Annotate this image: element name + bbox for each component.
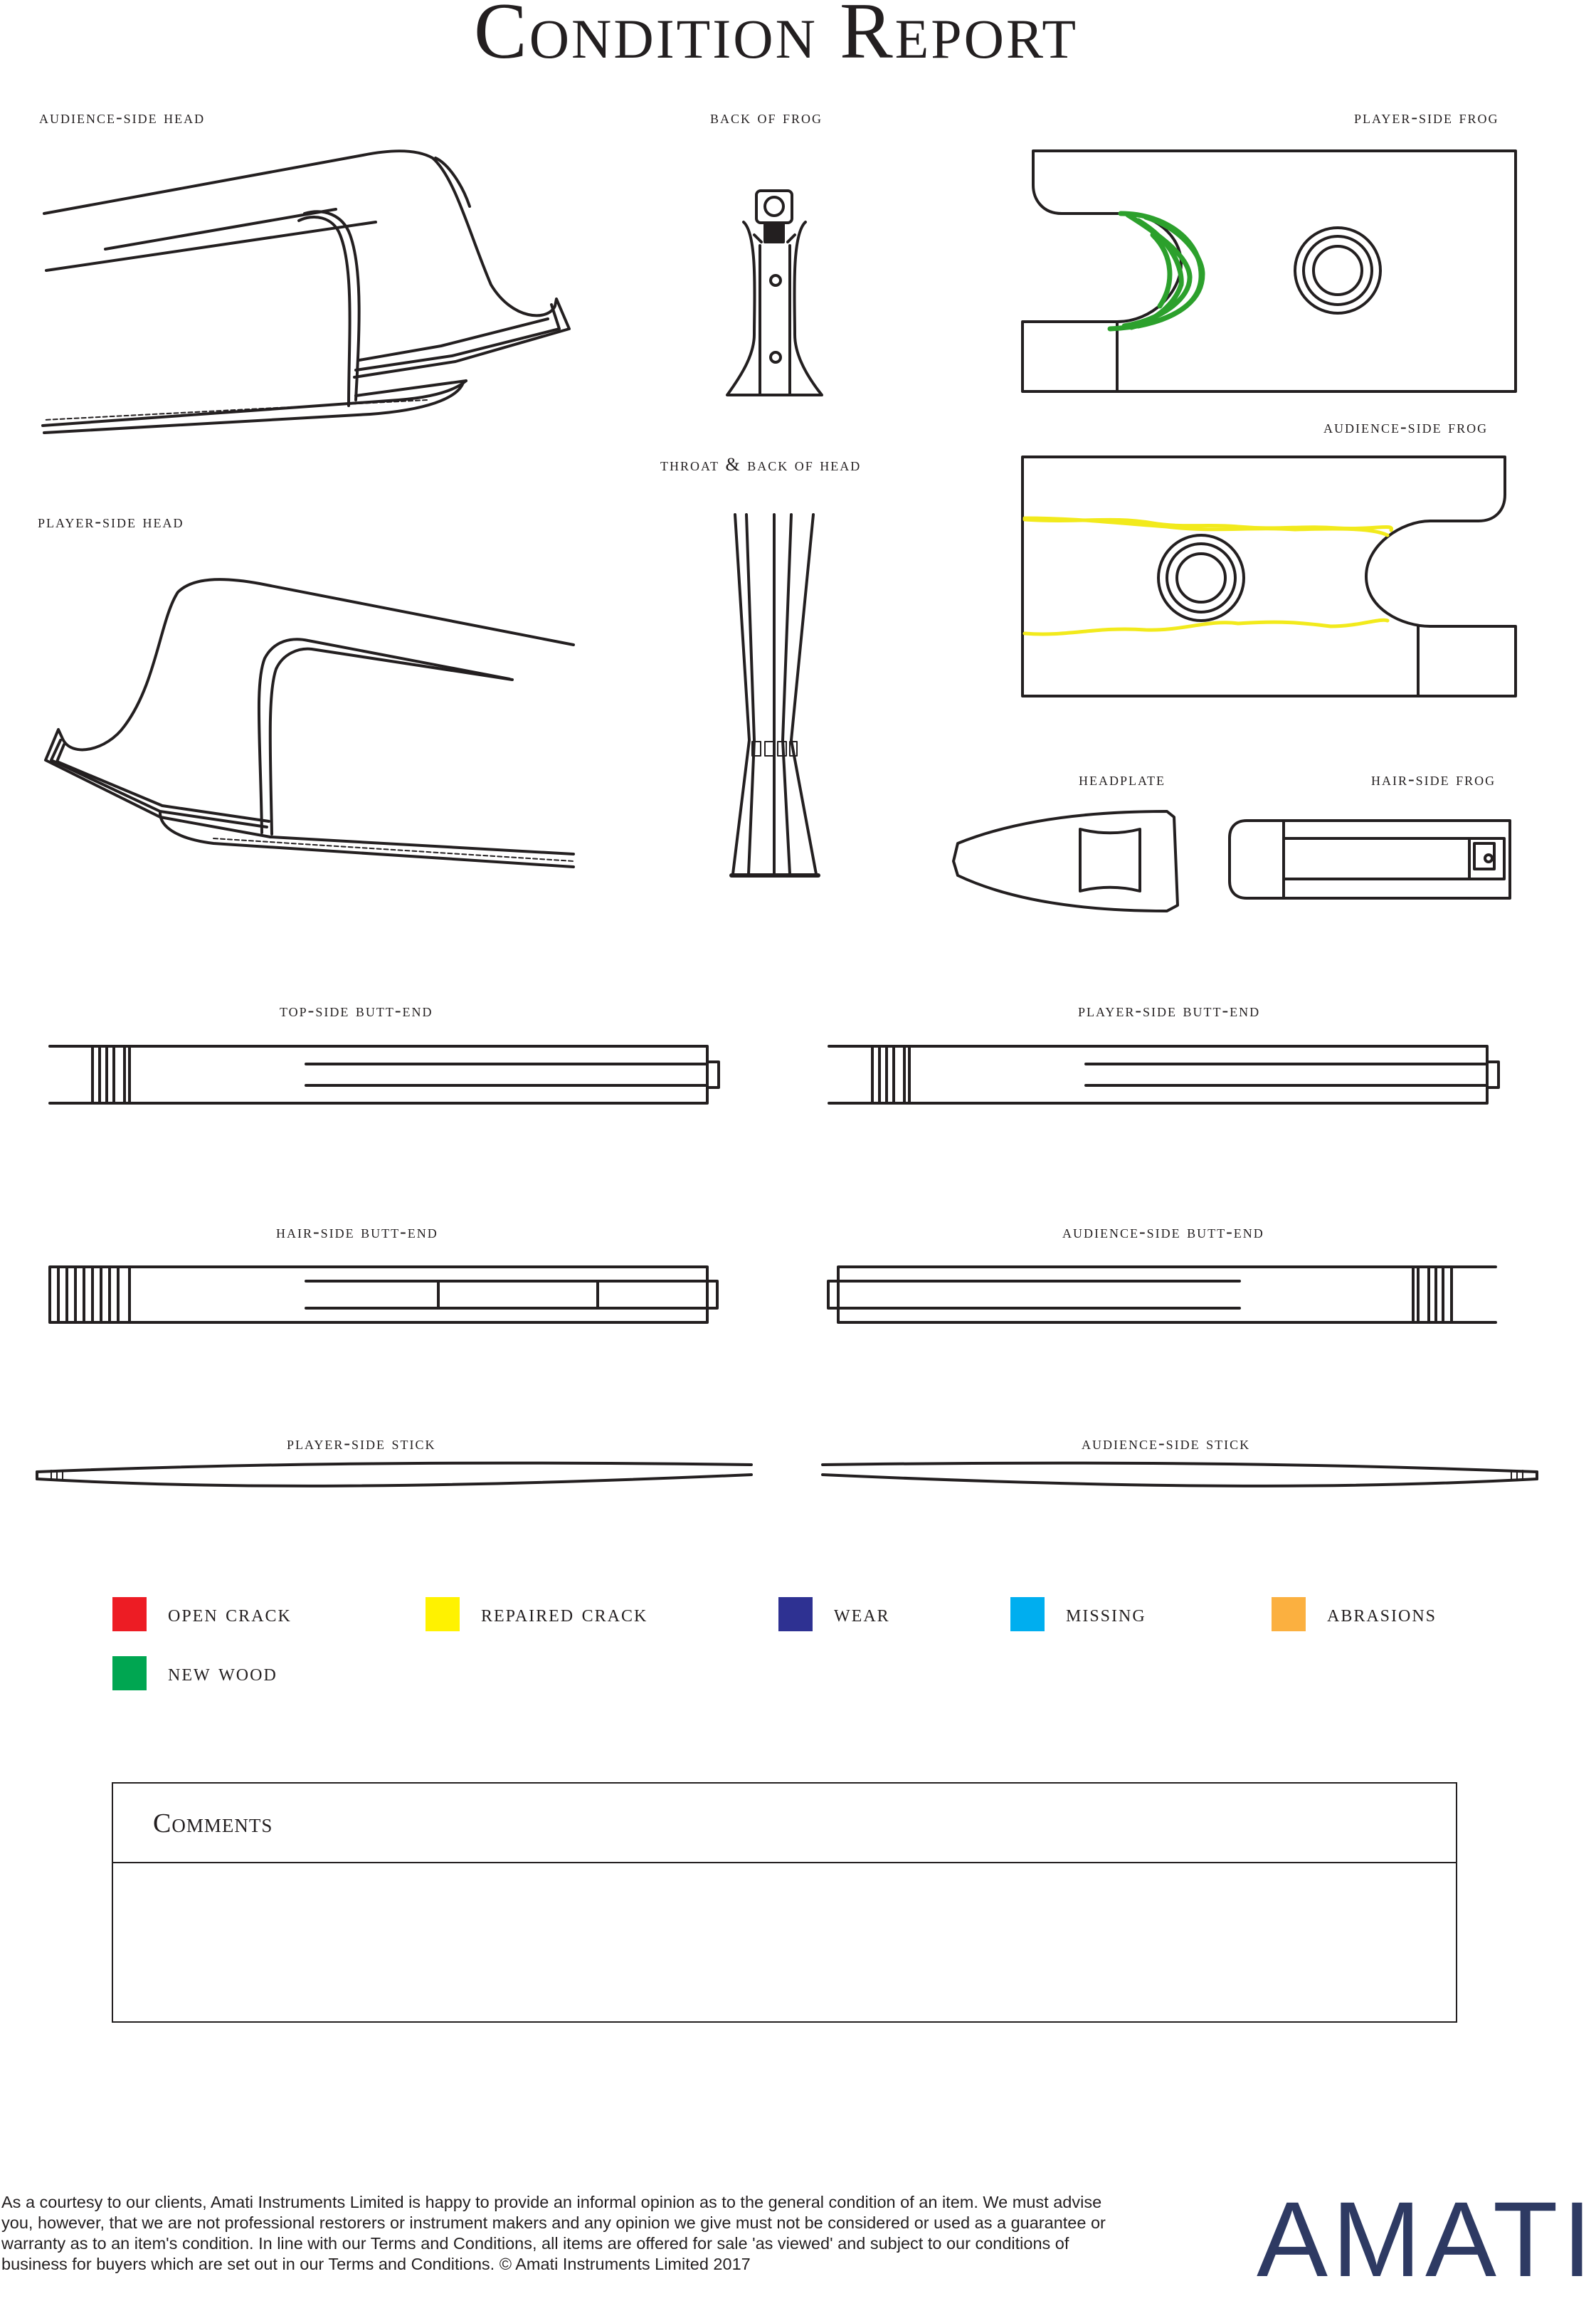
- legend-swatch-missing: [1010, 1597, 1045, 1631]
- label-audience-side-head: audience-side head: [39, 107, 206, 127]
- legend-swatch-repaired-crack: [426, 1597, 460, 1631]
- comments-header: [113, 1784, 1456, 1863]
- label-hair-side-butt-end: hair-side butt-end: [276, 1221, 438, 1242]
- new-wood-marking: [1110, 214, 1203, 329]
- label-player-side-frog: player-side frog: [1354, 107, 1499, 127]
- legend-swatch-new-wood: [112, 1656, 147, 1690]
- audience-side-frog-drawing: [1022, 457, 1516, 696]
- comments-title: Comments: [153, 1808, 273, 1838]
- label-audience-side-frog: audience-side frog: [1323, 416, 1489, 437]
- audience-side-butt-end-drawing: [828, 1267, 1496, 1322]
- comments-field[interactable]: [113, 1863, 1456, 2021]
- legend-label: abrasions: [1327, 1601, 1437, 1627]
- hair-side-frog-drawing: [1230, 821, 1510, 898]
- amati-logo: AMATI: [1257, 2179, 1596, 2299]
- player-side-stick-drawing: [37, 1463, 751, 1486]
- legend-swatch-open-crack: [112, 1597, 147, 1631]
- label-audience-side-stick: audience-side stick: [1082, 1433, 1251, 1453]
- legend-missing: [1010, 1596, 1146, 1632]
- audience-side-head-drawing: [43, 151, 569, 433]
- legend-swatch-wear: [778, 1597, 813, 1631]
- hair-side-butt-end-drawing: [50, 1267, 717, 1322]
- legend-repaired-crack: [426, 1596, 648, 1632]
- legend-swatch-abrasions: [1272, 1597, 1306, 1631]
- headplate-drawing: [953, 811, 1178, 911]
- legend-new-wood: [112, 1655, 278, 1691]
- page-title: Condition Report: [474, 0, 1078, 75]
- label-throat-back-of-head: throat & back of head: [660, 454, 862, 475]
- top-side-butt-end-drawing: [50, 1046, 719, 1103]
- back-of-frog-drawing: [727, 191, 822, 395]
- comments-box: [112, 1782, 1457, 2023]
- label-player-side-butt-end: player-side butt-end: [1078, 1000, 1261, 1021]
- legend-label: new wood: [168, 1660, 278, 1686]
- audience-side-stick-drawing: [823, 1463, 1537, 1486]
- legend-label: wear: [834, 1601, 890, 1627]
- label-hair-side-frog: hair-side frog: [1371, 769, 1496, 789]
- player-side-head-drawing: [46, 579, 574, 867]
- label-audience-side-butt-end: audience-side butt-end: [1062, 1221, 1264, 1242]
- legend-wear: [778, 1596, 890, 1632]
- label-back-of-frog: back of frog: [710, 107, 823, 127]
- player-side-butt-end-drawing: [829, 1046, 1499, 1103]
- label-headplate: headplate: [1079, 769, 1166, 789]
- label-top-side-butt-end: top-side butt-end: [280, 1000, 433, 1021]
- legend-label: missing: [1066, 1601, 1146, 1627]
- label-player-side-stick: player-side stick: [287, 1433, 436, 1453]
- legend-label: open crack: [168, 1601, 292, 1627]
- legend-abrasions: [1272, 1596, 1437, 1632]
- label-player-side-head: player-side head: [38, 511, 184, 532]
- disclaimer-text: As a courtesy to our clients, Amati Instruments Limited is happy to provide an informal opinion as to the general condition of an item. We must advise you, however, that we are not professional restorers or instrument makers and any opinion we give must not be considered or used as a guarantee or warranty as to an item's condition. In line with our Terms and Conditions, all items are offered for sale 'as viewed' and subject to our conditions of business for buyers which are set out in our Terms and Conditions. © Amati Instruments Limited 2017: [1, 2193, 1106, 2273]
- player-side-frog-drawing: [1022, 151, 1516, 391]
- throat-back-of-head-drawing: [731, 515, 818, 875]
- legend-label: repaired crack: [481, 1601, 648, 1627]
- legend-open-crack: [112, 1596, 292, 1632]
